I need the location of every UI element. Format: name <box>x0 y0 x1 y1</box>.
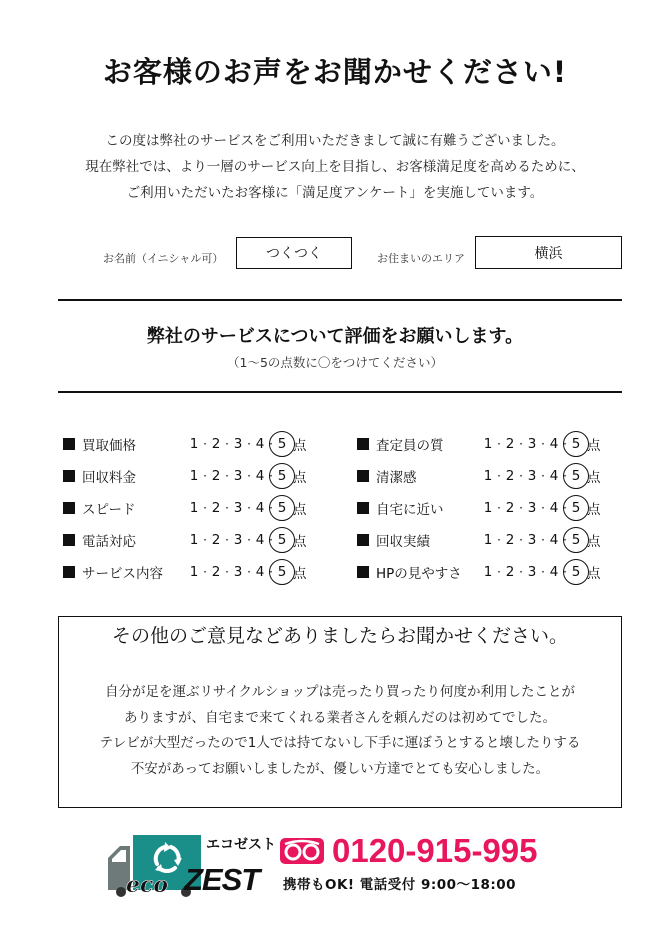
score-option-1[interactable]: 1 <box>483 532 493 548</box>
score-option-5[interactable]: 5 <box>569 564 583 580</box>
rating-label: 査定員の質 <box>376 438 444 454</box>
logo-eco: eco <box>126 872 169 898</box>
rating-row-left-2 <box>63 460 307 492</box>
scale-separator: · <box>519 469 523 483</box>
score-option-2[interactable]: 2 <box>505 564 515 580</box>
page-title: お客様のお声をお聞かせください! <box>102 55 568 89</box>
area-label: お住まいのエリア <box>377 252 465 265</box>
score-option-2[interactable]: 2 <box>211 564 221 580</box>
scale-separator: · <box>541 565 545 579</box>
score-option-1[interactable]: 1 <box>483 436 493 452</box>
scale-separator: · <box>269 437 273 451</box>
rating-scale <box>187 564 289 580</box>
score-option-4[interactable]: 4 <box>549 436 559 452</box>
square-bullet-icon <box>357 438 369 450</box>
score-option-4[interactable]: 4 <box>255 564 265 580</box>
score-option-1[interactable]: 1 <box>483 564 493 580</box>
square-bullet-icon <box>63 534 75 546</box>
rating-label: 買取価格 <box>82 438 136 454</box>
scale-separator: · <box>225 533 229 547</box>
score-unit: 点 <box>587 470 601 486</box>
score-option-4[interactable]: 4 <box>549 532 559 548</box>
name-field[interactable]: つくつく <box>236 237 352 269</box>
score-option-3[interactable]: 3 <box>527 468 537 484</box>
score-unit: 点 <box>293 470 307 486</box>
scale-separator: · <box>519 501 523 515</box>
score-option-1[interactable]: 1 <box>189 564 199 580</box>
rating-label: 電話対応 <box>82 534 136 550</box>
rating-scale <box>481 500 583 516</box>
score-unit: 点 <box>587 438 601 454</box>
square-bullet-icon <box>63 566 75 578</box>
scale-separator: · <box>563 501 567 515</box>
logo-katakana: エコゼスト <box>206 837 276 853</box>
rating-row-right-4 <box>357 524 601 556</box>
scale-separator: · <box>225 469 229 483</box>
divider-top <box>58 299 622 301</box>
score-option-1[interactable]: 1 <box>189 436 199 452</box>
intro-line-2: 現在弊社では、より一層のサービス向上を目指し、お客様満足度を高めるために、 <box>85 159 585 175</box>
score-option-2[interactable]: 2 <box>505 436 515 452</box>
scale-separator: · <box>269 501 273 515</box>
score-option-5[interactable]: 5 <box>275 500 289 516</box>
scale-separator: · <box>247 469 251 483</box>
rating-row-right-2 <box>357 460 601 492</box>
score-unit: 点 <box>293 566 307 582</box>
scale-separator: · <box>497 565 501 579</box>
score-option-5[interactable]: 5 <box>569 468 583 484</box>
score-option-1[interactable]: 1 <box>189 500 199 516</box>
scale-separator: · <box>541 469 545 483</box>
rating-label: サービス内容 <box>82 566 163 582</box>
scale-separator: · <box>519 533 523 547</box>
opinion-line-3: テレビが大型だったので1人では持てないし下手に運ぼうとすると壊したりする <box>99 735 581 751</box>
score-option-4[interactable]: 4 <box>255 468 265 484</box>
score-option-3[interactable]: 3 <box>527 532 537 548</box>
scale-separator: · <box>225 565 229 579</box>
intro-line-3: ご利用いただいたお客様に「満足度アンケート」を実施しています。 <box>126 185 544 201</box>
scale-separator: · <box>247 565 251 579</box>
score-option-2[interactable]: 2 <box>211 532 221 548</box>
ecozest-logo <box>106 832 276 898</box>
business-hours: 携帯もOK! 電話受付 9:00〜18:00 <box>283 877 517 893</box>
score-option-4[interactable]: 4 <box>549 500 559 516</box>
scale-separator: · <box>203 565 207 579</box>
score-option-5[interactable]: 5 <box>275 532 289 548</box>
rating-row-left-4 <box>63 524 307 556</box>
rating-scale <box>187 468 289 484</box>
score-unit: 点 <box>293 438 307 454</box>
scale-separator: · <box>203 437 207 451</box>
scale-separator: · <box>203 501 207 515</box>
opinion-body <box>59 680 621 782</box>
scale-separator: · <box>203 533 207 547</box>
scale-separator: · <box>225 501 229 515</box>
freedial-icon <box>280 838 324 864</box>
rating-label: 回収料金 <box>82 470 136 486</box>
score-option-3[interactable]: 3 <box>527 564 537 580</box>
name-label: お名前（イニシャル可） <box>103 252 224 265</box>
phone-block <box>280 832 538 870</box>
scale-separator: · <box>563 437 567 451</box>
scale-separator: · <box>519 565 523 579</box>
score-option-5[interactable]: 5 <box>275 436 289 452</box>
rating-list-left <box>63 428 307 588</box>
score-option-3[interactable]: 3 <box>233 500 243 516</box>
opinion-line-2: ありますが、自宅まで来てくれる業者さんを頼んだのは初めてでした。 <box>124 709 556 726</box>
score-option-4[interactable]: 4 <box>255 532 265 548</box>
scale-separator: · <box>563 533 567 547</box>
score-option-5[interactable]: 5 <box>569 436 583 452</box>
rating-label: 自宅に近い <box>376 502 444 518</box>
score-option-2[interactable]: 2 <box>211 468 221 484</box>
square-bullet-icon <box>357 470 369 482</box>
opinion-box <box>58 616 622 808</box>
score-option-4[interactable]: 4 <box>255 436 265 452</box>
score-option-5[interactable]: 5 <box>275 564 289 580</box>
score-option-1[interactable]: 1 <box>189 532 199 548</box>
score-option-1[interactable]: 1 <box>483 468 493 484</box>
scale-separator: · <box>497 469 501 483</box>
score-unit: 点 <box>293 502 307 518</box>
score-option-3[interactable]: 3 <box>233 468 243 484</box>
score-option-3[interactable]: 3 <box>233 564 243 580</box>
score-option-2[interactable]: 2 <box>505 500 515 516</box>
rating-scale <box>187 500 289 516</box>
square-bullet-icon <box>357 534 369 546</box>
intro-text <box>0 128 670 206</box>
scale-separator: · <box>269 469 273 483</box>
rating-list-right <box>357 428 601 588</box>
logo-zest: ZEST <box>184 862 260 897</box>
scale-separator: · <box>541 501 545 515</box>
rating-scale <box>187 532 289 548</box>
rating-label: 回収実績 <box>376 534 430 550</box>
score-option-5[interactable]: 5 <box>569 500 583 516</box>
divider-bottom <box>58 391 622 393</box>
square-bullet-icon <box>63 502 75 514</box>
rating-row-left-1 <box>63 428 307 460</box>
square-bullet-icon <box>357 566 369 578</box>
scale-separator: · <box>269 533 273 547</box>
score-option-1[interactable]: 1 <box>483 500 493 516</box>
rating-row-right-1 <box>357 428 601 460</box>
score-option-5[interactable]: 5 <box>275 468 289 484</box>
rating-row-left-3 <box>63 492 307 524</box>
area-field[interactable]: 横浜 <box>475 236 622 269</box>
score-unit: 点 <box>587 502 601 518</box>
scale-separator: · <box>563 469 567 483</box>
score-option-3[interactable]: 3 <box>527 500 537 516</box>
score-option-2[interactable]: 2 <box>505 468 515 484</box>
phone-number[interactable]: 0120-915-995 <box>332 832 538 869</box>
score-unit: 点 <box>587 534 601 550</box>
rating-label: HPの見やすさ <box>376 566 462 582</box>
score-option-5[interactable]: 5 <box>569 532 583 548</box>
evaluation-subtitle: （1〜5の点数に〇をつけてください） <box>227 355 443 370</box>
scale-separator: · <box>541 533 545 547</box>
score-option-1[interactable]: 1 <box>189 468 199 484</box>
square-bullet-icon <box>63 438 75 450</box>
square-bullet-icon <box>63 470 75 482</box>
rating-scale <box>187 436 289 452</box>
rating-scale <box>481 468 583 484</box>
rating-scale <box>481 532 583 548</box>
scale-separator: · <box>563 565 567 579</box>
score-option-3[interactable]: 3 <box>527 436 537 452</box>
rating-label: スピード <box>82 502 136 518</box>
score-unit: 点 <box>293 534 307 550</box>
scale-separator: · <box>497 437 501 451</box>
rating-scale <box>481 564 583 580</box>
score-option-4[interactable]: 4 <box>549 468 559 484</box>
rating-row-right-5 <box>357 556 601 588</box>
opinion-title: その他のご意見などありましたらお聞かせください。 <box>111 625 568 647</box>
score-option-2[interactable]: 2 <box>211 500 221 516</box>
score-unit: 点 <box>587 566 601 582</box>
scale-separator: · <box>225 437 229 451</box>
rating-scale <box>481 436 583 452</box>
score-option-2[interactable]: 2 <box>505 532 515 548</box>
score-option-4[interactable]: 4 <box>255 500 265 516</box>
opinion-line-4: 不安があってお願いしましたが、優しい方達でとても安心しました。 <box>130 760 550 777</box>
evaluation-title: 弊社のサービスについて評価をお願いします。 <box>146 326 524 347</box>
rating-label: 清潔感 <box>376 470 417 486</box>
scale-separator: · <box>269 565 273 579</box>
scale-separator: · <box>247 437 251 451</box>
scale-separator: · <box>519 437 523 451</box>
score-option-3[interactable]: 3 <box>233 436 243 452</box>
rating-row-left-5 <box>63 556 307 588</box>
scale-separator: · <box>497 533 501 547</box>
rating-row-right-3 <box>357 492 601 524</box>
scale-separator: · <box>247 501 251 515</box>
intro-line-1: この度は弊社のサービスをご利用いただきまして誠に有難うございました。 <box>105 133 565 149</box>
scale-separator: · <box>203 469 207 483</box>
score-option-2[interactable]: 2 <box>211 436 221 452</box>
opinion-line-1: 自分が足を運ぶリサイクルショップは売ったり買ったり何度か利用したことが <box>104 684 575 700</box>
scale-separator: · <box>247 533 251 547</box>
square-bullet-icon <box>357 502 369 514</box>
score-option-3[interactable]: 3 <box>233 532 243 548</box>
score-option-4[interactable]: 4 <box>549 564 559 580</box>
scale-separator: · <box>541 437 545 451</box>
scale-separator: · <box>497 501 501 515</box>
